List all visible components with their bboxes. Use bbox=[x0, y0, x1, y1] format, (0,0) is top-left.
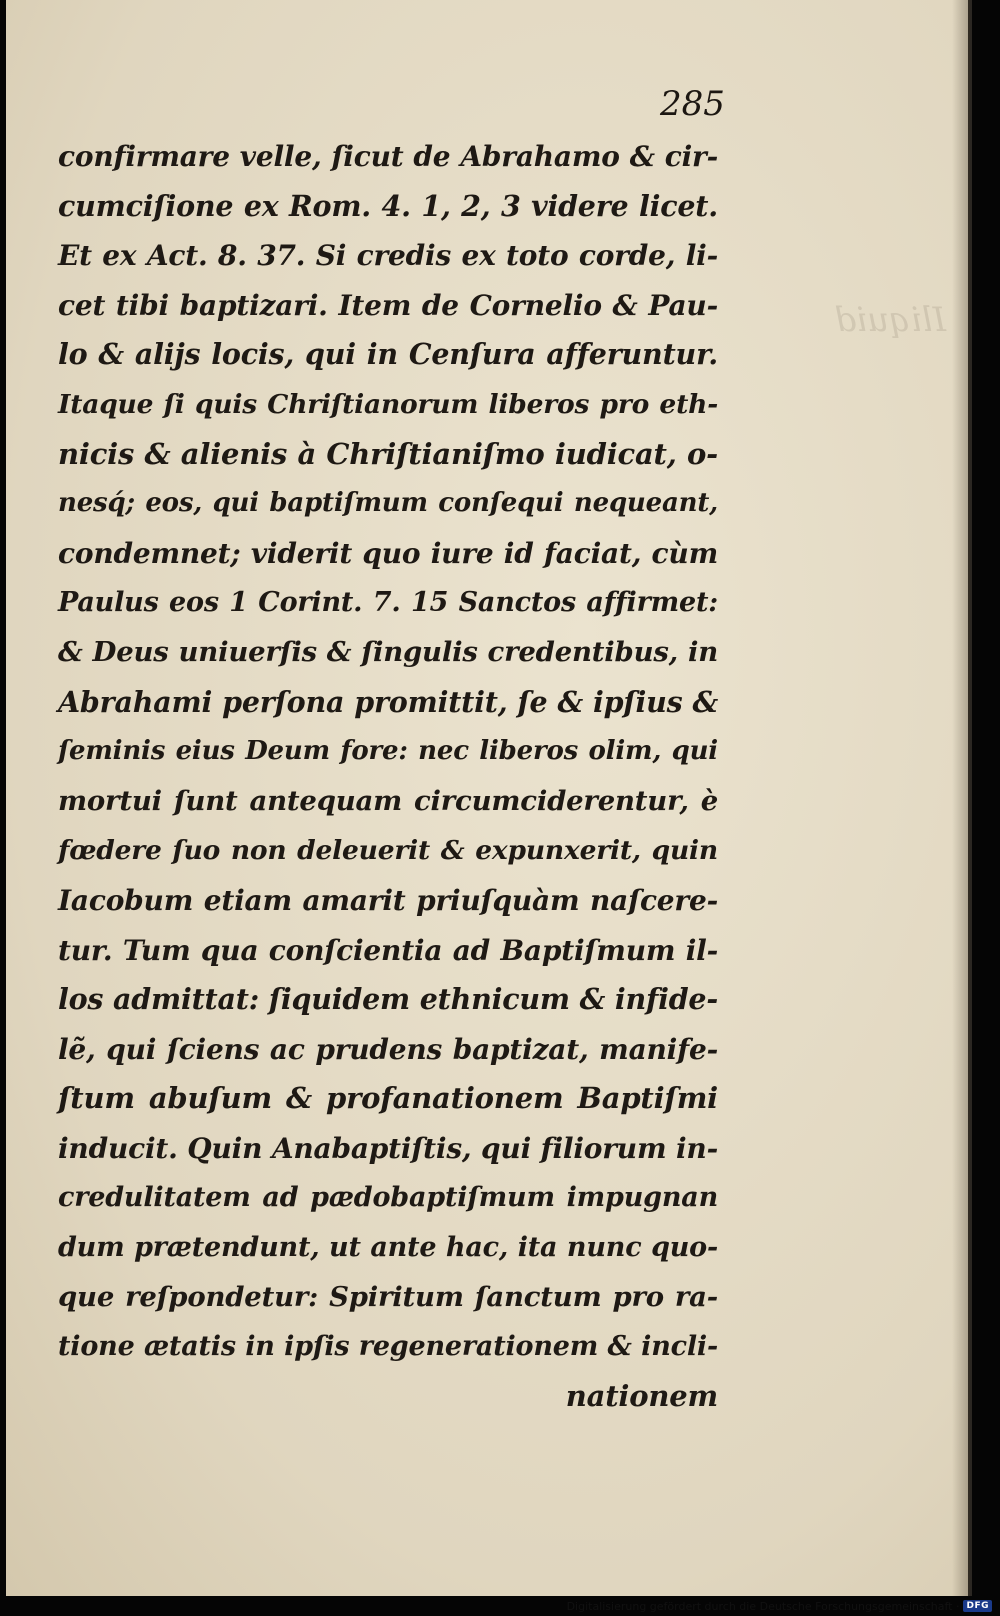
text-line: nesq́; eos, qui baptiſmum conſequi nequeant, bbox=[58, 488, 718, 519]
text-line: cumciſione ex Rom. 4. 1, 2, 3 videre licet. bbox=[58, 188, 718, 223]
page-number: 285 bbox=[660, 84, 725, 124]
text-line: Paulus eos 1 Corint. 7. 15 Sanctos affirmet: bbox=[58, 587, 718, 619]
text-line: cet tibi baptizari. Item de Cornelio & Pau- bbox=[58, 288, 718, 322]
body-text bbox=[58, 132, 718, 1421]
text-line: & Deus uniuerſis & ſingulis credentibus, in bbox=[58, 635, 718, 668]
text-line: tione ætatis in ipſis regenerationem & incli- bbox=[58, 1331, 718, 1363]
catchword: nationem bbox=[565, 1378, 718, 1413]
dfg-logo-icon: DFG bbox=[963, 1600, 992, 1612]
page-edge-shadow bbox=[952, 0, 970, 1596]
text-line: nicis & alienis à Chriſtianiſmo iudicat, o- bbox=[58, 436, 718, 471]
text-line: credulitatem ad pædobaptiſmum impugnan bbox=[58, 1182, 718, 1214]
text-line: ſeminis eius Deum fore: nec liberos olim, qui bbox=[58, 736, 718, 767]
text-line: lo & alijs locis, qui in Cenſura afferuntur. bbox=[58, 337, 718, 372]
text-line: Abrahami perſona promittit, ſe & ipſius & bbox=[58, 684, 718, 719]
text-line: mortui ſunt antequam circumciderentur, è bbox=[58, 784, 718, 817]
credit-text: Digitalisierung gefördert durch die Deutsche Forschungsgemeinschaft · bbox=[566, 1599, 960, 1613]
text-line: lẽ, qui ſciens ac prudens baptizat, manife- bbox=[58, 1032, 718, 1066]
text-line: ſtum abuſum & profanationem Baptiſmi bbox=[58, 1081, 718, 1116]
text-line: confirmare velle, ſicut de Abrahamo & cir- bbox=[58, 140, 718, 173]
text-line: Itaque ſi quis Chriſtianorum liberos pro eth- bbox=[58, 388, 718, 420]
digitization-credit bbox=[567, 1598, 992, 1614]
text-line: Iacobum etiam amarit priuſquàm naſcere- bbox=[58, 883, 718, 917]
text-line: Et ex Act. 8. 37. Si credis ex toto corde, li- bbox=[58, 239, 718, 273]
text-line: que reſpondetur: Spiritum ſanctum pro ra- bbox=[58, 1280, 718, 1313]
text-line: dum prætendunt, ut ante hac, ita nunc quo- bbox=[58, 1232, 718, 1264]
text-line: fœdere ſuo non deleuerit & expunxerit, quin bbox=[58, 835, 718, 867]
text-line: inducit. Quin Anabaptiſtis, qui filiorum in- bbox=[58, 1131, 718, 1165]
show-through-text: Iliquid bbox=[834, 300, 946, 340]
text-line: condemnet; viderit quo iure id faciat, cùm bbox=[58, 536, 718, 570]
text-line: tur. Tum qua conſcientia ad Baptiſmum il- bbox=[58, 933, 718, 967]
text-line: los admittat: ſiquidem ethnicum & infide- bbox=[58, 982, 718, 1017]
